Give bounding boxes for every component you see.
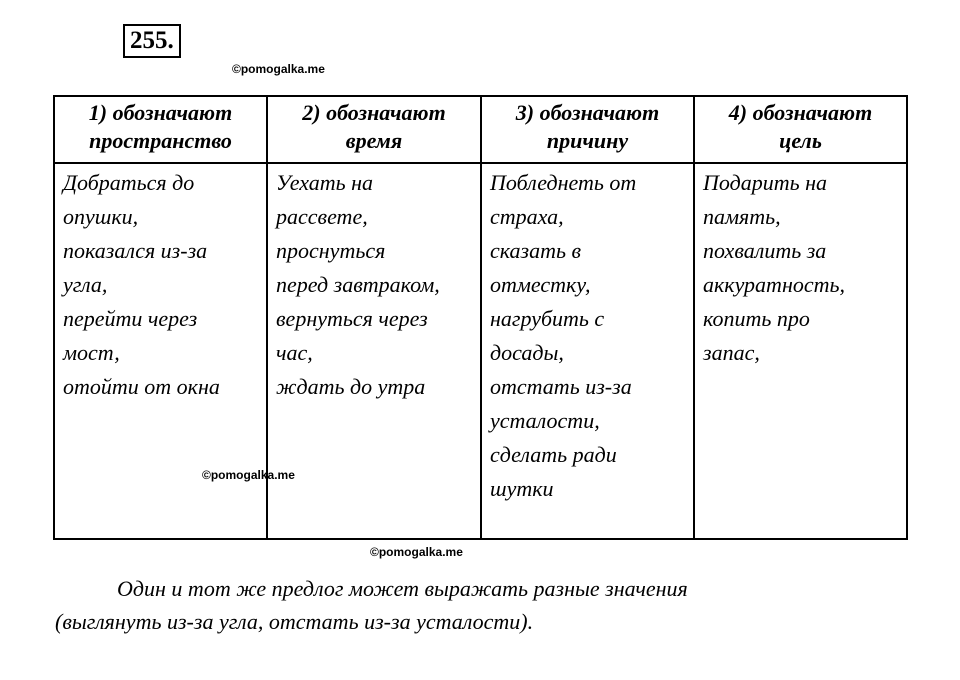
header-line: 1) обозначают [88,100,233,125]
header-time [267,96,481,163]
cell-line: показался из-за [63,238,208,263]
cell-line: аккуратность, [703,272,846,297]
cell-line: вернуться через [276,306,428,331]
cell-line: угла, [63,272,108,297]
header-cause [481,96,694,163]
conclusion-note [55,572,915,638]
header-line: цель [779,128,822,153]
cell-line: мост, [63,340,120,365]
cell-line: сказать в [490,238,582,263]
task-number: 255. [123,24,181,58]
cell-line: Побледнеть от [490,170,637,195]
cell-line: Добраться до [63,170,195,195]
cell-line: Уехать на [276,170,374,195]
cell-line: запас, [703,340,760,365]
cell-line: копить про [703,306,810,331]
cell-purpose [694,163,907,539]
cell-line: ждать до утра [276,374,426,399]
cell-line: досады, [490,340,564,365]
prepositions-table [53,95,908,540]
header-line: причину [546,128,629,153]
watermark: ©pomogalka.me [370,545,463,559]
cell-line: отстать из-за [490,374,632,399]
cell-space [54,163,267,539]
cell-line: шутки [490,476,554,501]
cell-line: рассвете, [276,204,368,229]
cell-time [267,163,481,539]
header-line: пространство [89,128,232,153]
cell-line: страха, [490,204,564,229]
table-row [54,163,907,539]
cell-line: отойти от окна [63,374,220,399]
note-line-1: Один и тот же предлог может выражать разные значения [117,576,688,601]
cell-line: перейти через [63,306,198,331]
watermark: ©pomogalka.me [202,468,295,482]
cell-line: нагрубить с [490,306,605,331]
watermark: ©pomogalka.me [232,62,325,76]
cell-line: Подарить на [703,170,828,195]
cell-line: память, [703,204,781,229]
cell-line: сделать ради [490,442,617,467]
header-line: 2) обозначают [302,100,446,125]
header-space [54,96,267,163]
header-line: 3) обозначают [515,100,660,125]
header-line: 4) обозначают [728,100,873,125]
cell-line: час, [276,340,313,365]
header-line: время [345,128,403,153]
table-header-row [54,96,907,163]
cell-line: отместку, [490,272,591,297]
cell-line: усталости, [490,408,600,433]
note-line-2: (выглянуть из-за угла, отстать из-за усталости). [55,609,534,634]
cell-line: похвалить за [703,238,827,263]
cell-cause [481,163,694,539]
cell-line: проснуться [276,238,386,263]
header-purpose [694,96,907,163]
cell-line: перед завтраком, [276,272,440,297]
cell-line: опушки, [63,204,139,229]
